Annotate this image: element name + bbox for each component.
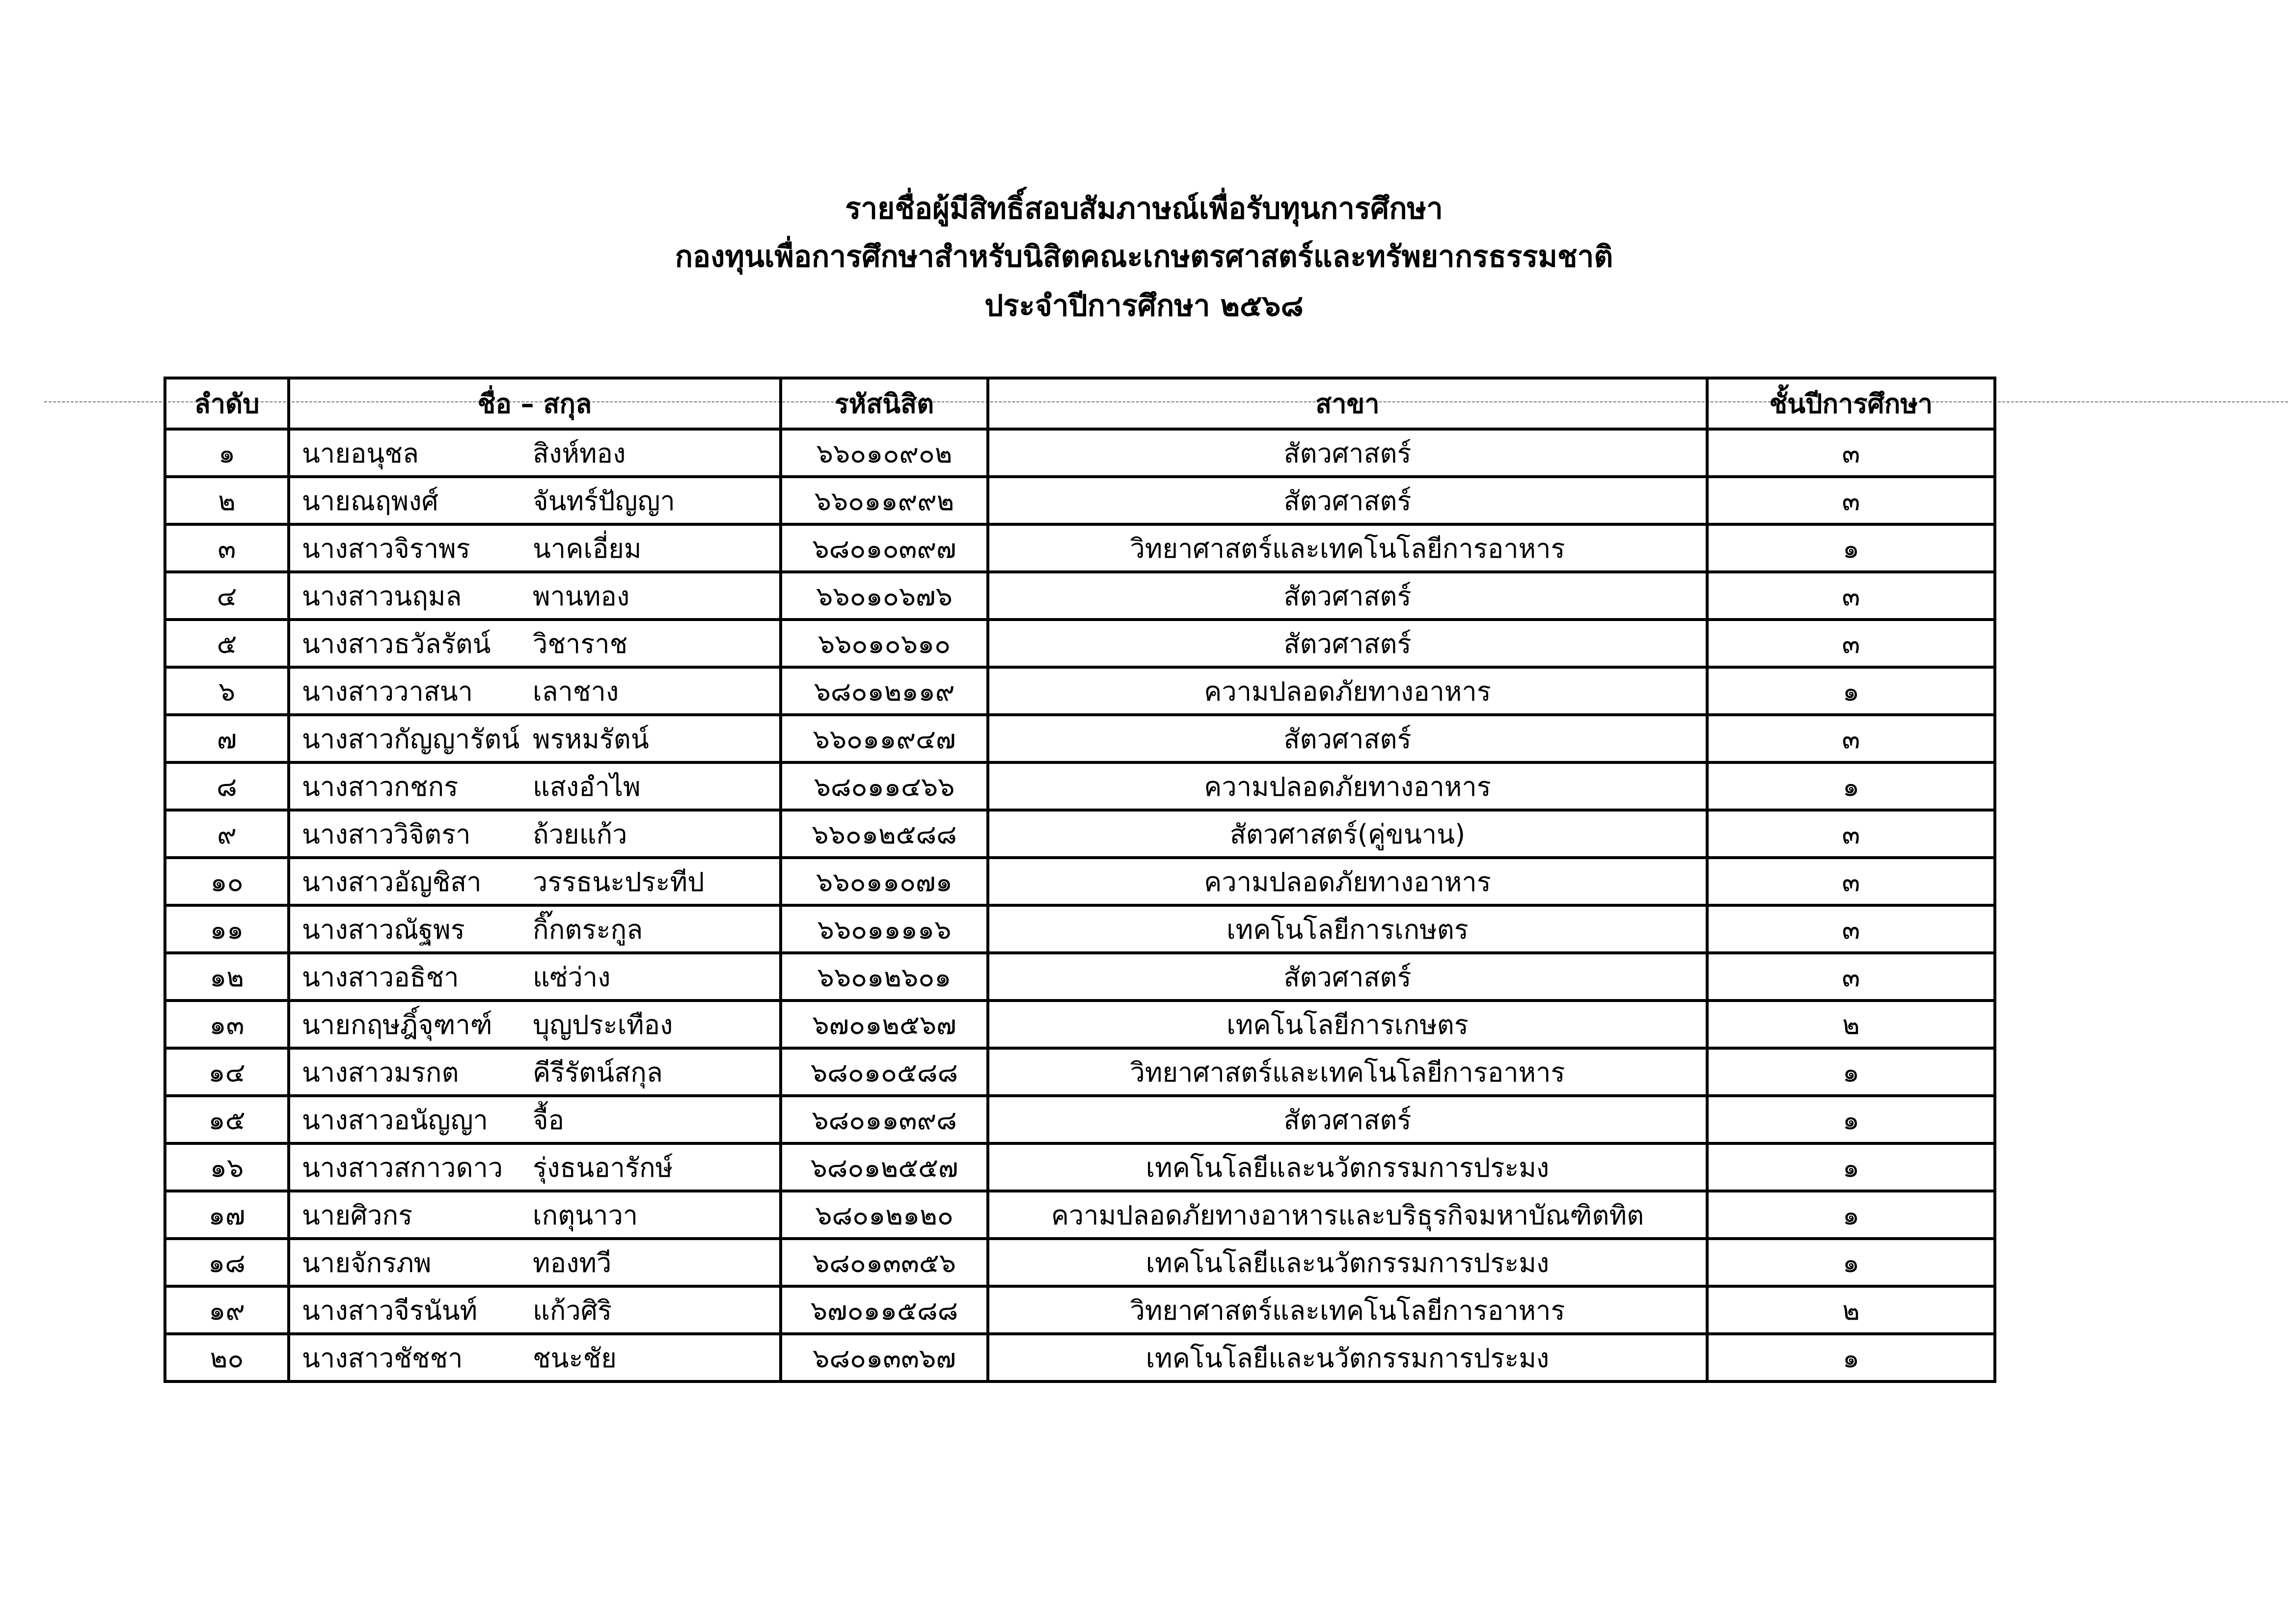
first-name: นายกฤษฎิ์จุฑาฑ์ (302, 1009, 492, 1040)
row-number: ๔ (165, 572, 289, 620)
major: วิทยาศาสตร์และเทคโนโลยีการอาหาร (988, 524, 1707, 572)
year-level: ๓ (1707, 953, 1995, 1001)
table-row (165, 667, 1995, 715)
student-id: ๖๘๐๑๑๔๖๖ (781, 762, 988, 810)
year-level: ๑ (1707, 1191, 1995, 1239)
table-row (165, 762, 1995, 810)
candidate-table (163, 377, 1996, 1383)
table-row (165, 524, 1995, 572)
year-level: ๑ (1707, 1334, 1995, 1381)
major: เทคโนโลยีและนวัตกรรมการประมง (988, 1334, 1707, 1381)
student-id: ๖๗๐๑๑๕๘๘ (781, 1286, 988, 1334)
first-name: นางสาวอัญชิสา (302, 866, 482, 897)
header-major: สาขา (988, 378, 1707, 429)
student-id: ๖๖๐๑๐๖๑๐ (781, 620, 988, 667)
last-name: จันทร์ปัญญา (533, 485, 675, 516)
student-id: ๖๘๐๑๑๓๙๘ (781, 1096, 988, 1143)
row-number: ๓ (165, 524, 289, 572)
table-row (165, 858, 1995, 905)
major: สัตวศาสตร์ (988, 1096, 1707, 1143)
full-name (289, 1334, 781, 1381)
table-row (165, 1191, 1995, 1239)
header-number: ลำดับ (165, 378, 289, 429)
major: เทคโนโลยีการเกษตร (988, 1001, 1707, 1048)
full-name (289, 1239, 781, 1286)
major: สัตวศาสตร์(คู่ขนาน) (988, 810, 1707, 858)
row-number: ๗ (165, 715, 289, 762)
header-year: ชั้นปีการศึกษา (1707, 378, 1995, 429)
row-number: ๑๘ (165, 1239, 289, 1286)
year-level: ๓ (1707, 715, 1995, 762)
first-name: นายณฤพงศ์ (302, 485, 438, 516)
table-row (165, 905, 1995, 953)
year-level: ๒ (1707, 1286, 1995, 1334)
major: เทคโนโลยีและนวัตกรรมการประมง (988, 1143, 1707, 1191)
student-id: ๖๘๐๑๓๓๕๖ (781, 1239, 988, 1286)
student-id: ๖๖๐๑๑๙๙๒ (781, 477, 988, 524)
row-number: ๑๙ (165, 1286, 289, 1334)
full-name (289, 524, 781, 572)
year-level: ๑ (1707, 762, 1995, 810)
full-name (289, 762, 781, 810)
last-name: เกตุนาวา (533, 1199, 638, 1231)
last-name: รุ่งธนอารักษ์ (533, 1152, 673, 1183)
full-name (289, 715, 781, 762)
last-name: นาคเอี่ยม (533, 533, 642, 564)
document-subtitle: กองทุนเพื่อการศึกษาสำหรับนิสิตคณะเกษตรศาสตร์และทรัพยากรธรรมชาติ (675, 240, 1613, 274)
year-level: ๑ (1707, 1143, 1995, 1191)
major: สัตวศาสตร์ (988, 715, 1707, 762)
student-id: ๖๘๐๑๓๓๖๗ (781, 1334, 988, 1381)
first-name: นางสาววาสนา (302, 676, 473, 707)
table-row (165, 1001, 1995, 1048)
student-id: ๖๖๐๑๑๐๗๑ (781, 858, 988, 905)
last-name: สิงห์ทอง (533, 437, 626, 469)
last-name: วรรธนะประทีป (533, 866, 705, 897)
first-name: นายศิวกร (302, 1199, 413, 1231)
major: สัตวศาสตร์ (988, 953, 1707, 1001)
year-level: ๓ (1707, 905, 1995, 953)
major: วิทยาศาสตร์และเทคโนโลยีการอาหาร (988, 1286, 1707, 1334)
table-row (165, 477, 1995, 524)
last-name: วิชาราช (533, 628, 628, 659)
table-body (165, 429, 1995, 1381)
student-id: ๖๘๐๑๐๕๘๘ (781, 1048, 988, 1096)
year-level: ๑ (1707, 524, 1995, 572)
full-name (289, 858, 781, 905)
header-student-id: รหัสนิสิต (781, 378, 988, 429)
last-name: บุญประเทือง (533, 1009, 673, 1040)
table-row (165, 1048, 1995, 1096)
row-number: ๑๗ (165, 1191, 289, 1239)
full-name (289, 667, 781, 715)
full-name (289, 1096, 781, 1143)
last-name: เลาชาง (533, 676, 619, 707)
table-row (165, 620, 1995, 667)
student-id: ๖๖๐๑๒๕๘๘ (781, 810, 988, 858)
full-name (289, 953, 781, 1001)
major: สัตวศาสตร์ (988, 429, 1707, 477)
student-id: ๖๘๐๑๐๓๙๗ (781, 524, 988, 572)
full-name (289, 572, 781, 620)
first-name: นางสาวชัชชา (302, 1342, 463, 1374)
table-header-row (165, 378, 1995, 429)
student-id: ๖๗๐๑๒๕๖๗ (781, 1001, 988, 1048)
major: เทคโนโลยีและนวัตกรรมการประมง (988, 1239, 1707, 1286)
last-name: ทองทวี (533, 1247, 612, 1278)
table-row (165, 1143, 1995, 1191)
student-id: ๖๖๐๑๒๖๐๑ (781, 953, 988, 1001)
full-name (289, 1001, 781, 1048)
major: ความปลอดภัยทางอาหารและบริธุรกิจมหาบัณฑิตทิต (988, 1191, 1707, 1239)
major: ความปลอดภัยทางอาหาร (988, 667, 1707, 715)
table-row (165, 953, 1995, 1001)
last-name: แซ่ว่าง (533, 961, 611, 993)
first-name: นางสาวธวัลรัตน์ (302, 628, 491, 659)
document-title: รายชื่อผู้มีสิทธิ์สอบสัมภาษณ์เพื่อรับทุนการศึกษา (845, 191, 1443, 226)
table-row (165, 429, 1995, 477)
last-name: กิ๊กตระกูล (533, 914, 643, 945)
row-number: ๘ (165, 762, 289, 810)
full-name (289, 1286, 781, 1334)
row-number: ๒ (165, 477, 289, 524)
first-name: นางสาววิจิตรา (302, 818, 471, 850)
full-name (289, 1191, 781, 1239)
year-level: ๓ (1707, 477, 1995, 524)
last-name: พรหมรัตน์ (533, 723, 649, 755)
first-name: นายอนุชล (302, 437, 419, 469)
table-row (165, 810, 1995, 858)
last-name: พานทอง (533, 580, 630, 612)
student-id: ๖๖๐๑๐๖๗๖ (781, 572, 988, 620)
major: เทคโนโลยีการเกษตร (988, 905, 1707, 953)
row-number: ๑๓ (165, 1001, 289, 1048)
table-row (165, 1096, 1995, 1143)
row-number: ๑๒ (165, 953, 289, 1001)
first-name: นางสาวอธิชา (302, 961, 459, 993)
full-name (289, 810, 781, 858)
first-name: นางสาวมรกต (302, 1056, 459, 1088)
row-number: ๑๐ (165, 858, 289, 905)
year-level: ๒ (1707, 1001, 1995, 1048)
table-row (165, 572, 1995, 620)
header-name: ชื่อ – สกุล (289, 378, 781, 429)
first-name: นางสาวนฤมล (302, 580, 462, 612)
last-name: ถ้วยแก้ว (533, 818, 627, 850)
year-level: ๓ (1707, 810, 1995, 858)
year-level: ๓ (1707, 572, 1995, 620)
year-level: ๓ (1707, 429, 1995, 477)
table-row (165, 1286, 1995, 1334)
full-name (289, 1048, 781, 1096)
row-number: ๑ (165, 429, 289, 477)
year-level: ๑ (1707, 1048, 1995, 1096)
table-row (165, 1239, 1995, 1286)
major: สัตวศาสตร์ (988, 477, 1707, 524)
full-name (289, 620, 781, 667)
major: วิทยาศาสตร์และเทคโนโลยีการอาหาร (988, 1048, 1707, 1096)
row-number: ๑๖ (165, 1143, 289, 1191)
row-number: ๕ (165, 620, 289, 667)
major: สัตวศาสตร์ (988, 620, 1707, 667)
row-number: ๑๕ (165, 1096, 289, 1143)
first-name: นางสาวอนัญญา (302, 1104, 488, 1136)
student-id: ๖๖๐๑๑๙๔๗ (781, 715, 988, 762)
student-id: ๖๖๐๑๑๑๑๖ (781, 905, 988, 953)
table-row (165, 715, 1995, 762)
table-row (165, 1334, 1995, 1381)
row-number: ๙ (165, 810, 289, 858)
year-level: ๓ (1707, 620, 1995, 667)
row-number: ๑๔ (165, 1048, 289, 1096)
academic-year-heading: ประจำปีการศึกษา ๒๕๖๘ (984, 289, 1304, 323)
first-name: นายจักรภพ (302, 1247, 432, 1278)
major: สัตวศาสตร์ (988, 572, 1707, 620)
year-level: ๑ (1707, 667, 1995, 715)
year-level: ๑ (1707, 1239, 1995, 1286)
first-name: นางสาวสกาวดาว (302, 1152, 503, 1183)
first-name: นางสาวณัฐพร (302, 914, 465, 945)
first-name: นางสาวกัญญารัตน์ (302, 723, 520, 755)
first-name: นางสาวจีรนันท์ (302, 1295, 478, 1326)
last-name: แสงอำไพ (533, 771, 641, 802)
row-number: ๑๑ (165, 905, 289, 953)
first-name: นางสาวกชกร (302, 771, 459, 802)
row-number: ๖ (165, 667, 289, 715)
student-id: ๖๘๐๑๒๕๕๗ (781, 1143, 988, 1191)
last-name: จื้อ (533, 1104, 565, 1136)
first-name: นางสาวจิราพร (302, 533, 470, 564)
last-name: ชนะชัย (533, 1342, 617, 1374)
year-level: ๓ (1707, 858, 1995, 905)
major: ความปลอดภัยทางอาหาร (988, 762, 1707, 810)
row-number: ๒๐ (165, 1334, 289, 1381)
major: ความปลอดภัยทางอาหาร (988, 858, 1707, 905)
full-name (289, 1143, 781, 1191)
student-id: ๖๘๐๑๒๑๑๙ (781, 667, 988, 715)
last-name: แก้วศิริ (533, 1295, 612, 1326)
year-level: ๑ (1707, 1096, 1995, 1143)
student-id: ๖๘๐๑๒๑๒๐ (781, 1191, 988, 1239)
last-name: คีรีรัตน์สกุล (533, 1056, 663, 1088)
full-name (289, 905, 781, 953)
full-name (289, 429, 781, 477)
student-id: ๖๖๐๑๐๙๐๒ (781, 429, 988, 477)
full-name (289, 477, 781, 524)
